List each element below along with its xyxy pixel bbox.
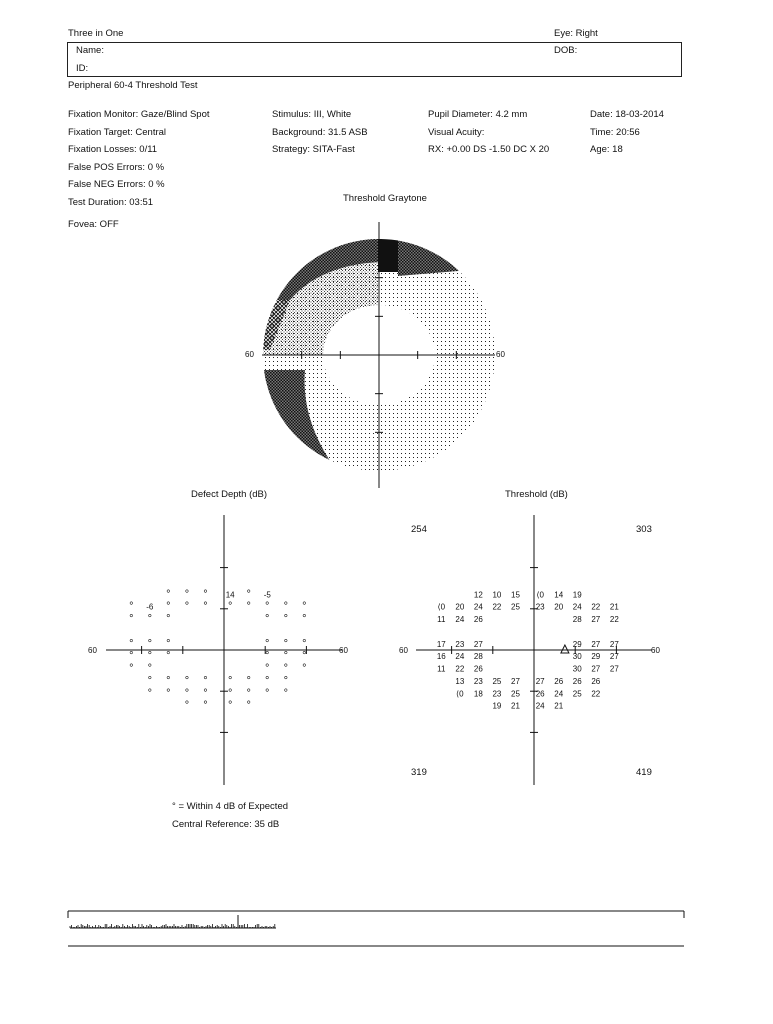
defect-depth-value: ° [147, 674, 153, 687]
threshold-value: 28 [473, 652, 483, 662]
defect-depth-value: ° [283, 600, 289, 613]
threshold-value: 24 [455, 615, 465, 625]
defect-depth-value: ° [147, 662, 153, 675]
threshold-value: 26 [473, 615, 483, 625]
defect-depth-value: ° [246, 674, 251, 687]
defect-depth-value: ° [265, 637, 270, 650]
defect-depth-value: ° [283, 674, 289, 687]
fixation-monitor: Fixation Monitor: Gaze/Blind Spot [68, 109, 210, 120]
id-label: ID: [76, 63, 89, 74]
strategy: Strategy: SITA-Fast [272, 144, 355, 156]
defect-depth-value: ° [265, 674, 270, 687]
name-label: Name: [76, 45, 104, 56]
threshold-value: 11 [437, 664, 446, 674]
defect-depth-title: Defect Depth (dB) [191, 489, 268, 500]
threshold-axis-left: 60 [399, 646, 408, 655]
defect-depth-value: ° [184, 588, 190, 601]
threshold-value: 26 [572, 676, 582, 686]
threshold-value: 17 [436, 639, 446, 649]
threshold-value: 22 [591, 602, 601, 612]
defect-depth-value: ° [302, 600, 307, 613]
threshold-value: ⟨0 [536, 590, 544, 600]
defect-depth-value: ° [265, 662, 270, 675]
patient-age: Age: 18 [590, 144, 623, 156]
defect-depth-value: ° [166, 600, 171, 613]
threshold-value: 29 [591, 652, 601, 662]
defect-depth-value: 14 [225, 590, 235, 600]
threshold-value: 21 [609, 602, 619, 612]
fixation-losses: Fixation Losses: 0/11 [68, 144, 158, 156]
threshold-axis-right: 60 [651, 646, 660, 655]
defect-depth-value: ° [246, 600, 251, 613]
defect-depth-value: ° [147, 650, 153, 663]
test-duration: Test Duration: 03:51 [68, 196, 154, 208]
defect-depth-value: ° [265, 650, 270, 663]
threshold-value: 12 [473, 590, 483, 600]
defect-depth-value: ° [166, 687, 171, 700]
threshold-value: 22 [609, 615, 619, 625]
defect-depth-value: ° [166, 613, 171, 626]
threshold-value: 27 [591, 664, 601, 674]
defect-depth-value: ° [147, 687, 153, 700]
threshold-value: 30 [572, 652, 582, 662]
central-reference: Central Reference: 35 dB [172, 819, 280, 830]
test-name: Peripheral 60-4 Threshold Test [68, 80, 198, 91]
defect-depth-value: ° [246, 588, 251, 601]
threshold-value: 10 [492, 590, 502, 600]
threshold-value: 27 [591, 615, 601, 625]
eye-label: Eye: Right [554, 28, 598, 39]
defect-depth-value: -5 [263, 590, 271, 600]
defect-depth-value: ° [129, 662, 134, 675]
threshold-value: 26 [554, 676, 564, 686]
threshold-value: 23 [455, 639, 465, 649]
false-pos-errors: False POS Errors: 0 % [68, 161, 165, 173]
defect-depth-value: ° [283, 687, 289, 700]
threshold-value: 24 [455, 652, 465, 662]
threshold-value: 26 [535, 689, 545, 699]
defect-depth-value: ° [227, 674, 233, 687]
threshold-value: 21 [511, 701, 520, 711]
threshold-value: 16 [436, 652, 446, 662]
threshold-value: 25 [572, 689, 582, 699]
threshold-value: 21 [554, 701, 564, 711]
pupil-diameter: Pupil Diameter: 4.2 mm [428, 109, 528, 120]
threshold-value: 27 [609, 639, 619, 649]
threshold-title: Threshold (dB) [505, 489, 568, 500]
threshold-value: 24 [473, 602, 483, 612]
defect-depth-value: ° [129, 613, 134, 626]
threshold-corner-tl: 254 [411, 524, 427, 535]
threshold-value: 25 [511, 689, 520, 699]
threshold-value: 24 [572, 602, 582, 612]
threshold-value: 24 [535, 701, 545, 711]
stimulus: Stimulus: III, White [272, 109, 352, 120]
defect-depth-value: ° [283, 662, 289, 675]
defect-depth-value: ° [227, 687, 233, 700]
test-time: Time: 20:56 [590, 126, 640, 138]
threshold-value: 23 [535, 602, 545, 612]
defect-depth-value: ° [184, 674, 190, 687]
dob-label: DOB: [554, 45, 578, 56]
threshold-corner-tr: 303 [636, 524, 652, 535]
threshold-value: 20 [455, 602, 465, 612]
defect-depth-value: ° [184, 687, 190, 700]
threshold-value: 30 [572, 664, 582, 674]
threshold-value: 20 [554, 602, 564, 612]
defect-depth-value: ° [302, 650, 307, 663]
threshold-value: 22 [492, 602, 502, 612]
threshold-value: ⟨0 [456, 689, 464, 699]
defect-depth-value: ° [203, 699, 208, 712]
threshold-value: 26 [591, 676, 601, 686]
threshold-value: 11 [437, 615, 446, 625]
graytone-title: Threshold Graytone [343, 193, 427, 204]
threshold-value: 27 [591, 639, 601, 649]
threshold-value: 27 [511, 676, 520, 686]
threshold-value: 22 [591, 689, 601, 699]
defect-depth-value: ° [227, 699, 233, 712]
defect-depth-value: ° [265, 613, 270, 626]
defect-depth-value: ° [302, 662, 307, 675]
defect-depth-axis-right: 60 [339, 646, 348, 655]
defect-depth-value: ° [203, 600, 208, 613]
defect-depth-value: ° [184, 600, 190, 613]
graytone-axis-left: 60 [245, 350, 254, 359]
threshold-value: 15 [511, 590, 520, 600]
defect-depth-value: ° [166, 588, 171, 601]
defect-depth-value: ° [246, 699, 251, 712]
defect-depth-axis-left: 60 [88, 646, 97, 655]
defect-depth-value: ° [265, 687, 270, 700]
defect-depth-value: ° [166, 650, 171, 663]
defect-depth-value: ° [147, 637, 153, 650]
defect-depth-value: ° [283, 637, 289, 650]
threshold-value: 26 [473, 664, 483, 674]
background: Background: 31.5 ASB [272, 126, 368, 138]
defect-depth-value: ° [129, 637, 134, 650]
defect-depth-value: ° [265, 600, 270, 613]
threshold-value: 27 [473, 639, 483, 649]
visual-acuity: Visual Acuity: [428, 126, 485, 138]
test-date: Date: 18-03-2014 [590, 109, 664, 120]
threshold-value: 22 [455, 664, 465, 674]
threshold-value: 13 [455, 676, 465, 686]
threshold-corner-bl: 319 [411, 767, 427, 778]
threshold-value: 14 [554, 590, 564, 600]
report-title: Three in One [68, 28, 124, 39]
threshold-value: 27 [609, 652, 619, 662]
defect-depth-value: ° [246, 687, 251, 700]
threshold-value: 18 [473, 689, 483, 699]
threshold-value: 25 [492, 676, 502, 686]
rx: RX: +0.00 DS -1.50 DC X 20 [428, 144, 550, 156]
legend-within: ° = Within 4 dB of Expected [172, 801, 289, 812]
threshold-value: 29 [572, 639, 582, 649]
gaze-trace [70, 915, 275, 928]
threshold-value: 28 [572, 615, 582, 625]
defect-depth-value: ° [283, 650, 289, 663]
defect-depth-value: ° [283, 613, 289, 626]
defect-depth-value: ° [203, 674, 208, 687]
threshold-value: 27 [535, 676, 545, 686]
false-neg-errors: False NEG Errors: 0 % [68, 179, 165, 191]
defect-depth-value: ° [147, 613, 153, 626]
threshold-value: 19 [572, 590, 582, 600]
defect-depth-value: ° [184, 699, 190, 712]
graytone-axis-right: 60 [496, 350, 505, 359]
defect-depth-value: ° [129, 600, 134, 613]
threshold-value: ⟨0 [437, 602, 446, 612]
threshold-value: 27 [609, 664, 619, 674]
threshold-value: 24 [554, 689, 564, 699]
defect-depth-value: ° [203, 687, 208, 700]
defect-depth-value: ° [302, 637, 307, 650]
defect-depth-value: ° [302, 613, 307, 626]
threshold-value: 23 [473, 676, 483, 686]
fixation-target: Fixation Target: Central [68, 126, 167, 138]
defect-depth-value: ° [203, 588, 208, 601]
defect-depth-value: ° [129, 650, 134, 663]
defect-depth-value: ° [166, 637, 171, 650]
threshold-value: 23 [492, 689, 502, 699]
defect-depth-value: ° [227, 600, 233, 613]
threshold-corner-br: 419 [636, 767, 652, 778]
fovea: Fovea: OFF [68, 219, 119, 230]
threshold-value: 19 [492, 701, 502, 711]
threshold-value: 25 [511, 602, 520, 612]
defect-depth-value: ° [166, 674, 171, 687]
defect-depth-value: -6 [146, 602, 154, 612]
